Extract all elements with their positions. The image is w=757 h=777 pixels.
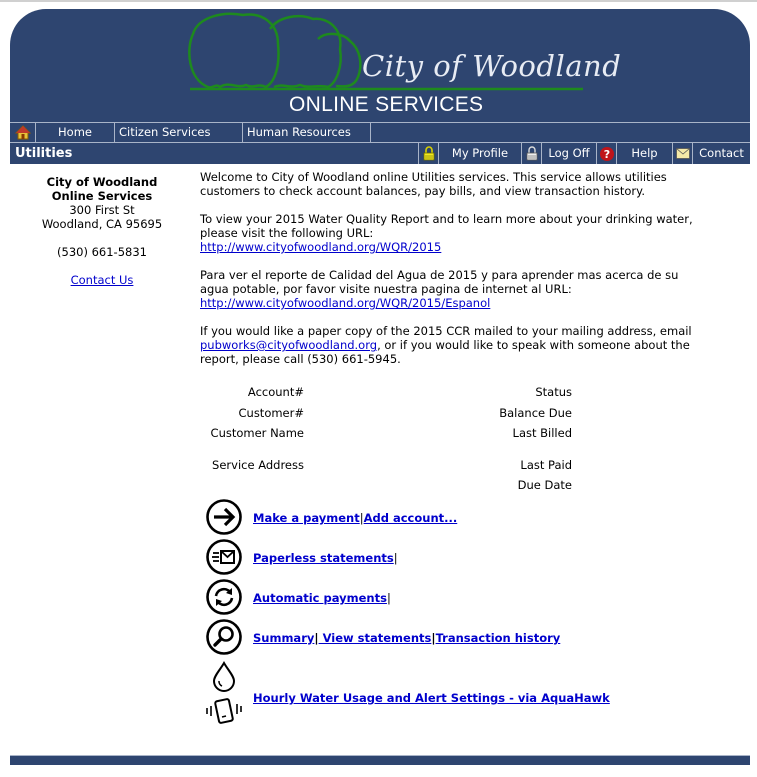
water-drop-phone-icon [205, 660, 245, 728]
last-paid-label: Last Paid [520, 458, 572, 472]
org-name: City of Woodland [46, 175, 158, 189]
separator: | [393, 551, 398, 565]
top-border [0, 0, 757, 2]
sidebar [10, 175, 194, 287]
nav-citizen-services[interactable]: Citizen Services [115, 123, 243, 142]
service-address-label: Service Address [212, 458, 304, 472]
wqr-link[interactable]: http://www.cityofwoodland.org/WQR/2015 [200, 240, 442, 254]
welcome-text: Welcome to City of Woodland online Utilities services. This service allows utilities customers to check account balances, pay bills, and view transaction history. [200, 170, 667, 198]
refresh-circle-icon [205, 578, 243, 616]
log-off-link[interactable]: Log Off [541, 143, 596, 164]
svg-text:?: ? [603, 147, 610, 161]
summary-link[interactable]: Summary [253, 631, 315, 645]
customer-name-label: Customer Name [210, 426, 304, 440]
add-account-link[interactable]: Add account... [363, 511, 458, 525]
separator: | [314, 631, 319, 645]
address-line1: 300 First St [69, 203, 135, 217]
logo-subtitle: ONLINE SERVICES [289, 93, 484, 116]
separator: | [359, 511, 364, 525]
home-icon-button[interactable] [10, 123, 36, 142]
contact-us-link[interactable]: Contact Us [70, 273, 134, 287]
view-statements-link[interactable]: View statements [318, 631, 432, 645]
wqr-es-link[interactable]: http://www.cityofwoodland.org/WQR/2015/Espanol [200, 296, 491, 310]
transaction-history-link[interactable]: Transaction history [435, 631, 561, 645]
account-number-label: Account# [247, 385, 304, 399]
help-link[interactable]: Help [616, 143, 672, 164]
wqr-es-text: Para ver el reporte de Calidad del Agua de 2015 y para aprender mas acerca de su agua potable, por favor visite nuestra pagina de internet al URL: [200, 268, 679, 296]
contact-link[interactable]: Contact [692, 143, 750, 164]
phone: (530) 661-5831 [57, 245, 147, 259]
main-content [200, 170, 710, 380]
nav-human-resources[interactable]: Human Resources [243, 123, 371, 142]
aquahawk-link[interactable]: Hourly Water Usage and Alert Settings - via AquaHawk [253, 691, 610, 705]
logo-title: City of Woodland [362, 49, 622, 83]
due-date-label: Due Date [517, 478, 572, 492]
last-billed-label: Last Billed [512, 426, 572, 440]
ccr-text-after: , or if you would like to speak with someone about the report, please call (530) 661-5945. [200, 338, 690, 366]
nav-home[interactable]: Home [36, 123, 115, 142]
balance-due-label: Balance Due [499, 406, 572, 420]
main-nav [10, 122, 750, 143]
ccr-email-link[interactable]: pubworks@cityofwoodland.org [200, 338, 378, 352]
home-icon [15, 125, 31, 140]
org-subtitle: Online Services [51, 189, 153, 203]
section-title: Utilities [15, 146, 73, 161]
wqr-text: To view your 2015 Water Quality Report and to learn more about your drinking water, please visit the following URL: [200, 212, 693, 240]
separator: | [386, 591, 391, 605]
header-banner [10, 9, 750, 122]
lock-icon [418, 143, 438, 164]
customer-number-label: Customer# [238, 406, 304, 420]
search-circle-icon [205, 618, 243, 656]
paperless-statements-link[interactable]: Paperless statements [253, 551, 394, 565]
make-payment-link[interactable]: Make a payment [253, 511, 360, 525]
mail-icon [672, 143, 692, 164]
automatic-payments-link[interactable]: Automatic payments [253, 591, 387, 605]
sub-nav [10, 143, 750, 164]
separator: | [431, 631, 436, 645]
address-line2: Woodland, CA 95695 [41, 217, 163, 231]
footer-bar [10, 755, 750, 765]
my-profile-link[interactable]: My Profile [438, 143, 521, 164]
envelope-circle-icon [205, 538, 243, 576]
status-label: Status [535, 385, 572, 399]
arrow-right-circle-icon [205, 498, 243, 536]
printer-icon [521, 143, 541, 164]
ccr-text-before: If you would like a paper copy of the 2015 CCR mailed to your mailing address, email [200, 324, 692, 338]
help-icon [596, 143, 616, 164]
